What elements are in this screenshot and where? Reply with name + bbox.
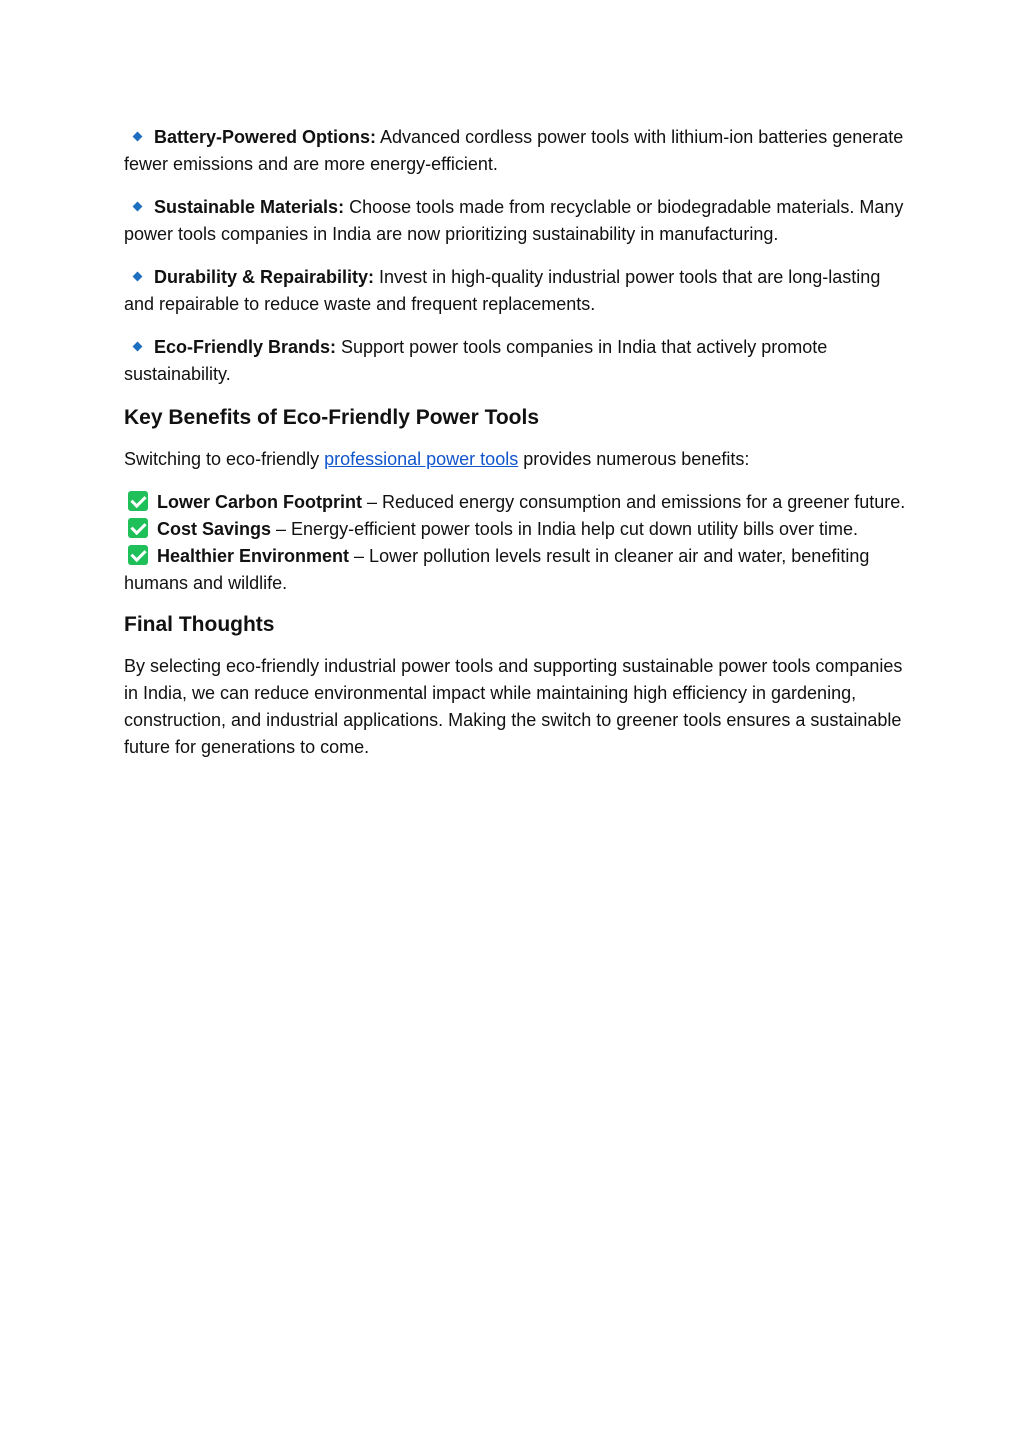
bullet-title: Durability & Repairability:	[154, 267, 375, 287]
benefit-item-carbon	[124, 489, 914, 516]
final-thoughts-heading: Final Thoughts	[124, 613, 275, 636]
benefit-title: Cost Savings	[157, 519, 272, 539]
bullet-title: Sustainable Materials:	[154, 197, 345, 217]
intro-text-after: provides numerous benefits:	[518, 449, 750, 469]
benefit-title: Healthier Environment	[157, 546, 350, 566]
benefits-intro	[124, 446, 914, 473]
professional-power-tools-link[interactable]: professional power tools	[324, 449, 519, 469]
benefit-text: – Energy-efficient power tools in India help cut down utility bills over time.	[271, 519, 858, 539]
check-mark-icon	[128, 518, 148, 538]
bullet-text: Support power tools companies in India that actively promote sustainability.	[124, 337, 828, 384]
check-mark-icon	[128, 545, 148, 565]
bullet-item-materials	[124, 194, 914, 248]
bullet-title: Battery-Powered Options:	[154, 127, 377, 147]
diamond-bullet-icon	[133, 132, 143, 142]
benefit-item-cost	[124, 516, 914, 543]
diamond-bullet-icon	[133, 202, 143, 212]
bullet-item-battery	[124, 124, 914, 178]
benefit-title: Lower Carbon Footprint	[157, 492, 362, 512]
benefit-item-environment	[124, 543, 914, 597]
final-thoughts-body: By selecting eco-friendly industrial power tools and supporting sustainable power tools companies in India, we can reduce environmental impact while maintaining high efficiency in gardening, construction, and industrial applications. Making the switch to greener tools ensures a sustainable future for generations to come.	[124, 656, 903, 757]
intro-text-before: Switching to eco-friendly	[124, 449, 325, 469]
benefit-text: – Lower pollution levels result in cleaner air and water, benefiting humans and wildlife.	[124, 546, 870, 593]
bullet-text: Invest in high-quality industrial power tools that are long-lasting and repairable to reduce waste and frequent replacements.	[124, 267, 881, 314]
document-page	[124, 124, 914, 777]
diamond-bullet-icon	[133, 342, 143, 352]
bullet-text: Choose tools made from recyclable or biodegradable materials. Many power tools companies in India are now prioritizing sustainability in manufacturing.	[124, 197, 904, 244]
bullet-item-durability	[124, 264, 914, 318]
diamond-bullet-icon	[133, 272, 143, 282]
bullet-title: Eco-Friendly Brands:	[154, 337, 337, 357]
benefit-text: – Reduced energy consumption and emissions for a greener future.	[361, 492, 906, 512]
bullet-text: Advanced cordless power tools with lithium-ion batteries generate fewer emissions and are more energy-efficient.	[124, 127, 904, 174]
benefits-heading: Key Benefits of Eco-Friendly Power Tools	[124, 406, 540, 429]
bullet-item-brands	[124, 334, 914, 388]
benefits-list	[124, 489, 914, 597]
check-mark-icon	[128, 491, 148, 511]
